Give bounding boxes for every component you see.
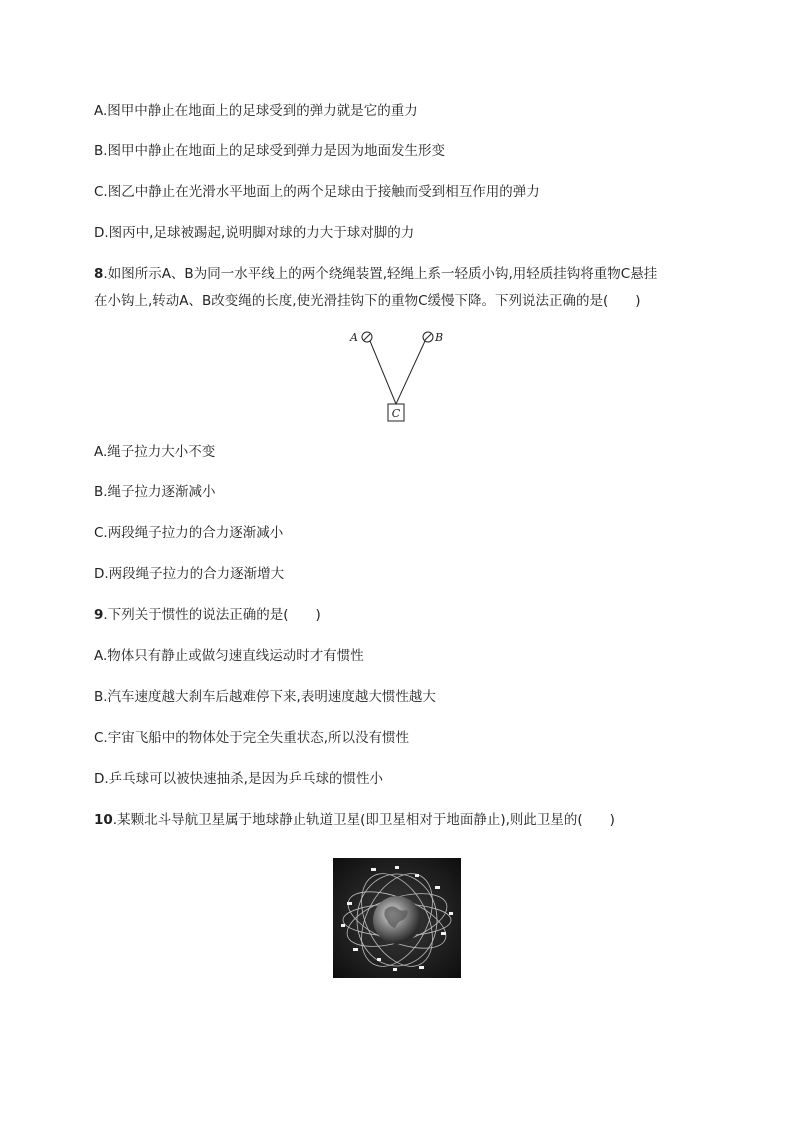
q9-option-c: C.宇宙飞船中的物体处于完全失重状态,所以没有惯性 [94,730,410,746]
q9-stem-text: .下列关于惯性的说法正确的是( ) [103,607,321,623]
rope-left [370,341,396,404]
q10-stem-text: .某颗北斗导航卫星属于地球静止轨道卫星(即卫星相对于地面静止),则此卫星的( ) [112,812,615,828]
satellite-constellation-image [333,858,461,978]
label-a: A [350,331,358,344]
q9-number: 9 [94,607,104,623]
q8-number: 8 [94,266,104,282]
q7-option-c: C.图乙中静止在光滑水平地面上的两个足球由于接触而受到相互作用的弹力 [94,184,540,200]
q8-stem-text: .如图所示A、B为同一水平线上的两个绕绳装置,轻绳上系一轻质小钩,用轻质挂钩将重物C悬挂 [103,266,658,282]
rope-pulley-diagram [340,322,450,426]
q7-option-d: D.图丙中,足球被踢起,说明脚对球的力大于球对脚的力 [94,225,415,241]
q8-option-b: B.绳子拉力逐渐减小 [94,484,216,500]
q7-option-a: A.图甲中静止在地面上的足球受到的弹力就是它的重力 [94,103,418,119]
q9-option-a: A.物体只有静止或做匀速直线运动时才有惯性 [94,648,364,664]
q9-stem [94,606,321,624]
label-c: C [391,407,401,420]
q9-option-d: D.乒乓球可以被快速抽杀,是因为乒乓球的惯性小 [94,771,383,787]
q8-option-c: C.两段绳子拉力的合力逐渐减小 [94,525,284,541]
q8-stem-line1 [94,265,657,283]
rope-right [396,341,425,404]
q9-option-b: B.汽车速度越大刹车后越难停下来,表明速度越大惯性越大 [94,689,436,705]
q10-stem [94,811,615,829]
q10-number: 10 [94,812,113,828]
label-b: B [435,331,444,344]
q8-stem-line2: 在小钩上,转动A、B改变绳的长度,使光滑挂钩下的重物C缓慢下降。下列说法正确的是( ) [94,293,641,309]
q8-option-d: D.两段绳子拉力的合力逐渐增大 [94,566,285,582]
q8-option-a: A.绳子拉力大小不变 [94,444,216,460]
q7-option-b: B.图甲中静止在地面上的足球受到弹力是因为地面发生形变 [94,143,446,159]
